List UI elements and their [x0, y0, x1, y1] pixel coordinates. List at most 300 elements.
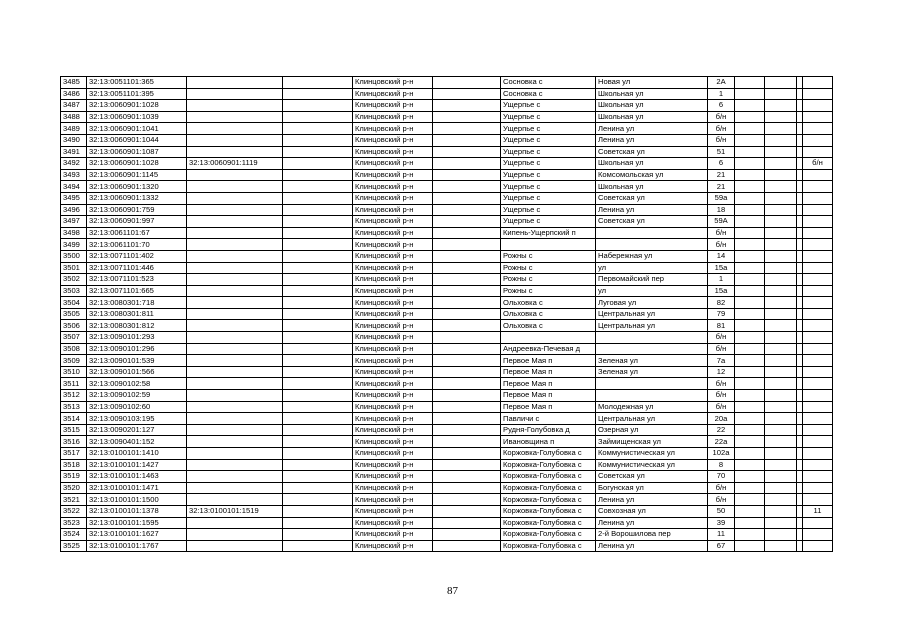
building-cell: [735, 459, 765, 471]
property-registry-table: [60, 76, 833, 552]
row-number-cell: 3503: [61, 285, 87, 297]
blank-cell: [433, 192, 501, 204]
apartment-cell: [765, 343, 797, 355]
building-cell: [735, 192, 765, 204]
previous-number-cell: [187, 181, 283, 193]
building-cell: [735, 111, 765, 123]
district-cell: Клинцовский р-н: [353, 540, 433, 552]
street-cell: [596, 343, 708, 355]
blank-cell: [283, 192, 353, 204]
cadastral-number-cell: 32:13:0060901:1028: [87, 100, 187, 112]
row-number-cell: 3493: [61, 169, 87, 181]
extra-number-cell: [803, 401, 833, 413]
house-number-cell: 22: [708, 424, 735, 436]
table-row: [61, 529, 833, 541]
blank-cell: [433, 285, 501, 297]
table-row: [61, 448, 833, 460]
table-row: [61, 482, 833, 494]
previous-number-cell: [187, 378, 283, 390]
previous-number-cell: [187, 529, 283, 541]
blank-cell: [433, 134, 501, 146]
table-row: [61, 413, 833, 425]
apartment-cell: [765, 274, 797, 286]
blank-cell: [283, 436, 353, 448]
previous-number-cell: [187, 332, 283, 344]
settlement-cell: Ущерпье с: [501, 181, 596, 193]
street-cell: Совхозная ул: [596, 505, 708, 517]
cadastral-number-cell: 32:13:0100101:1410: [87, 448, 187, 460]
previous-number-cell: [187, 250, 283, 262]
extra-number-cell: [803, 436, 833, 448]
table-row: [61, 88, 833, 100]
settlement-cell: Коржовка-Голубовка с: [501, 494, 596, 506]
table-row: [61, 262, 833, 274]
previous-number-cell: [187, 88, 283, 100]
cadastral-number-cell: 32:13:0090102:59: [87, 390, 187, 402]
apartment-cell: [765, 436, 797, 448]
house-number-cell: б/н: [708, 390, 735, 402]
previous-number-cell: [187, 459, 283, 471]
apartment-cell: [765, 332, 797, 344]
blank-cell: [433, 378, 501, 390]
cadastral-number-cell: 32:13:0071101:665: [87, 285, 187, 297]
cadastral-number-cell: 32:13:0090401:152: [87, 436, 187, 448]
cadastral-number-cell: 32:13:0080301:811: [87, 308, 187, 320]
house-number-cell: 2А: [708, 77, 735, 89]
street-cell: Богунская ул: [596, 482, 708, 494]
blank-cell: [283, 355, 353, 367]
street-cell: Советская ул: [596, 192, 708, 204]
table-row: [61, 390, 833, 402]
settlement-cell: Сосновка с: [501, 77, 596, 89]
apartment-cell: [765, 459, 797, 471]
blank-cell: [283, 505, 353, 517]
row-number-cell: 3511: [61, 378, 87, 390]
cadastral-number-cell: 32:13:0060901:1041: [87, 123, 187, 135]
settlement-cell: Коржовка-Голубовка с: [501, 540, 596, 552]
table-row: [61, 285, 833, 297]
cadastral-number-cell: 32:13:0061101:70: [87, 239, 187, 251]
street-cell: Советская ул: [596, 471, 708, 483]
settlement-cell: Ивановщина п: [501, 436, 596, 448]
street-cell: Ленина ул: [596, 494, 708, 506]
previous-number-cell: [187, 448, 283, 460]
house-number-cell: 6: [708, 158, 735, 170]
blank-cell: [283, 459, 353, 471]
settlement-cell: Ущерпье с: [501, 111, 596, 123]
cadastral-number-cell: 32:13:0060901:759: [87, 204, 187, 216]
extra-number-cell: [803, 192, 833, 204]
settlement-cell: Коржовка-Голубовка с: [501, 482, 596, 494]
house-number-cell: б/н: [708, 401, 735, 413]
street-cell: Ленина ул: [596, 204, 708, 216]
apartment-cell: [765, 355, 797, 367]
row-number-cell: 3518: [61, 459, 87, 471]
building-cell: [735, 366, 765, 378]
table-row: [61, 459, 833, 471]
table-row: [61, 169, 833, 181]
extra-number-cell: [803, 227, 833, 239]
building-cell: [735, 505, 765, 517]
street-cell: [596, 390, 708, 402]
blank-cell: [283, 401, 353, 413]
table-row: [61, 366, 833, 378]
apartment-cell: [765, 227, 797, 239]
blank-cell: [283, 390, 353, 402]
district-cell: Клинцовский р-н: [353, 239, 433, 251]
table-row: [61, 378, 833, 390]
blank-cell: [433, 181, 501, 193]
district-cell: Клинцовский р-н: [353, 123, 433, 135]
district-cell: Клинцовский р-н: [353, 134, 433, 146]
row-number-cell: 3512: [61, 390, 87, 402]
cadastral-number-cell: 32:13:0090101:566: [87, 366, 187, 378]
blank-cell: [433, 343, 501, 355]
table-row: [61, 308, 833, 320]
settlement-cell: Первое Мая п: [501, 390, 596, 402]
cadastral-number-cell: 32:13:0100101:1463: [87, 471, 187, 483]
previous-number-cell: [187, 424, 283, 436]
district-cell: Клинцовский р-н: [353, 227, 433, 239]
district-cell: Клинцовский р-н: [353, 436, 433, 448]
district-cell: Клинцовский р-н: [353, 320, 433, 332]
cadastral-number-cell: 32:13:0100101:1427: [87, 459, 187, 471]
blank-cell: [283, 262, 353, 274]
row-number-cell: 3498: [61, 227, 87, 239]
row-number-cell: 3513: [61, 401, 87, 413]
district-cell: Клинцовский р-н: [353, 262, 433, 274]
apartment-cell: [765, 320, 797, 332]
previous-number-cell: [187, 308, 283, 320]
apartment-cell: [765, 204, 797, 216]
building-cell: [735, 448, 765, 460]
table-row: [61, 227, 833, 239]
row-number-cell: 3517: [61, 448, 87, 460]
house-number-cell: 59А: [708, 216, 735, 228]
cadastral-number-cell: 32:13:0090101:293: [87, 332, 187, 344]
apartment-cell: [765, 401, 797, 413]
settlement-cell: Сосновка с: [501, 88, 596, 100]
row-number-cell: 3492: [61, 158, 87, 170]
blank-cell: [433, 401, 501, 413]
extra-number-cell: [803, 216, 833, 228]
building-cell: [735, 378, 765, 390]
apartment-cell: [765, 192, 797, 204]
blank-cell: [433, 320, 501, 332]
street-cell: Ленина ул: [596, 540, 708, 552]
blank-cell: [433, 297, 501, 309]
previous-number-cell: [187, 111, 283, 123]
district-cell: Клинцовский р-н: [353, 158, 433, 170]
extra-number-cell: [803, 390, 833, 402]
settlement-cell: Ущерпье с: [501, 134, 596, 146]
blank-cell: [433, 308, 501, 320]
table-row: [61, 343, 833, 355]
extra-number-cell: [803, 529, 833, 541]
apartment-cell: [765, 413, 797, 425]
house-number-cell: 11: [708, 529, 735, 541]
row-number-cell: 3496: [61, 204, 87, 216]
blank-cell: [283, 517, 353, 529]
cadastral-number-cell: 32:13:0090103:195: [87, 413, 187, 425]
street-cell: [596, 332, 708, 344]
district-cell: Клинцовский р-н: [353, 401, 433, 413]
street-cell: Советская ул: [596, 146, 708, 158]
house-number-cell: 79: [708, 308, 735, 320]
row-number-cell: 3502: [61, 274, 87, 286]
house-number-cell: 7а: [708, 355, 735, 367]
building-cell: [735, 227, 765, 239]
blank-cell: [283, 285, 353, 297]
apartment-cell: [765, 262, 797, 274]
house-number-cell: 102а: [708, 448, 735, 460]
street-cell: Коммунистическая ул: [596, 459, 708, 471]
previous-number-cell: [187, 413, 283, 425]
settlement-cell: Коржовка-Голубовка с: [501, 448, 596, 460]
street-cell: Первомайский пер: [596, 274, 708, 286]
blank-cell: [283, 169, 353, 181]
table-row: [61, 332, 833, 344]
district-cell: Клинцовский р-н: [353, 204, 433, 216]
apartment-cell: [765, 88, 797, 100]
blank-cell: [283, 111, 353, 123]
row-number-cell: 3519: [61, 471, 87, 483]
page-number: 87: [447, 585, 458, 597]
settlement-cell: Ущерпье с: [501, 192, 596, 204]
row-number-cell: 3507: [61, 332, 87, 344]
building-cell: [735, 262, 765, 274]
settlement-cell: Первое Мая п: [501, 355, 596, 367]
extra-number-cell: [803, 77, 833, 89]
previous-number-cell: [187, 192, 283, 204]
blank-cell: [433, 123, 501, 135]
blank-cell: [283, 134, 353, 146]
row-number-cell: 3486: [61, 88, 87, 100]
street-cell: Школьная ул: [596, 158, 708, 170]
blank-cell: [283, 123, 353, 135]
cadastral-number-cell: 32:13:0100101:1627: [87, 529, 187, 541]
house-number-cell: 1: [708, 274, 735, 286]
apartment-cell: [765, 471, 797, 483]
cadastral-number-cell: 32:13:0090101:539: [87, 355, 187, 367]
building-cell: [735, 100, 765, 112]
extra-number-cell: [803, 378, 833, 390]
settlement-cell: Коржовка-Голубовка с: [501, 459, 596, 471]
house-number-cell: 14: [708, 250, 735, 262]
previous-number-cell: [187, 320, 283, 332]
blank-cell: [433, 355, 501, 367]
row-number-cell: 3521: [61, 494, 87, 506]
building-cell: [735, 471, 765, 483]
blank-cell: [283, 227, 353, 239]
blank-cell: [433, 250, 501, 262]
previous-number-cell: [187, 366, 283, 378]
building-cell: [735, 529, 765, 541]
apartment-cell: [765, 505, 797, 517]
previous-number-cell: [187, 239, 283, 251]
blank-cell: [433, 471, 501, 483]
district-cell: Клинцовский р-н: [353, 343, 433, 355]
blank-cell: [433, 459, 501, 471]
house-number-cell: 20а: [708, 413, 735, 425]
apartment-cell: [765, 250, 797, 262]
apartment-cell: [765, 169, 797, 181]
previous-number-cell: [187, 390, 283, 402]
extra-number-cell: [803, 88, 833, 100]
apartment-cell: [765, 482, 797, 494]
district-cell: Клинцовский р-н: [353, 390, 433, 402]
row-number-cell: 3504: [61, 297, 87, 309]
previous-number-cell: [187, 169, 283, 181]
district-cell: Клинцовский р-н: [353, 494, 433, 506]
street-cell: Зеленая ул: [596, 355, 708, 367]
apartment-cell: [765, 378, 797, 390]
street-cell: Ленина ул: [596, 123, 708, 135]
row-number-cell: 3514: [61, 413, 87, 425]
cadastral-number-cell: 32:13:0071101:523: [87, 274, 187, 286]
district-cell: Клинцовский р-н: [353, 285, 433, 297]
table-row: [61, 540, 833, 552]
district-cell: Клинцовский р-н: [353, 471, 433, 483]
street-cell: Комсомольская ул: [596, 169, 708, 181]
settlement-cell: Ущерпье с: [501, 204, 596, 216]
cadastral-number-cell: 32:13:0090102:60: [87, 401, 187, 413]
cadastral-number-cell: 32:13:0060901:1145: [87, 169, 187, 181]
apartment-cell: [765, 540, 797, 552]
extra-number-cell: [803, 343, 833, 355]
settlement-cell: Первое Мая п: [501, 366, 596, 378]
blank-cell: [433, 436, 501, 448]
apartment-cell: [765, 111, 797, 123]
street-cell: Школьная ул: [596, 181, 708, 193]
blank-cell: [283, 332, 353, 344]
apartment-cell: [765, 297, 797, 309]
apartment-cell: [765, 285, 797, 297]
previous-number-cell: [187, 227, 283, 239]
building-cell: [735, 436, 765, 448]
cadastral-number-cell: 32:13:0080301:812: [87, 320, 187, 332]
street-cell: ул: [596, 262, 708, 274]
row-number-cell: 3509: [61, 355, 87, 367]
table-row: [61, 158, 833, 170]
blank-cell: [283, 343, 353, 355]
table-row: [61, 181, 833, 193]
district-cell: Клинцовский р-н: [353, 378, 433, 390]
previous-number-cell: [187, 436, 283, 448]
blank-cell: [283, 482, 353, 494]
cadastral-number-cell: 32:13:0051101:365: [87, 77, 187, 89]
apartment-cell: [765, 517, 797, 529]
blank-cell: [283, 540, 353, 552]
cadastral-number-cell: 32:13:0060901:1039: [87, 111, 187, 123]
house-number-cell: 15а: [708, 285, 735, 297]
house-number-cell: 59а: [708, 192, 735, 204]
building-cell: [735, 134, 765, 146]
cadastral-number-cell: 32:13:0080301:718: [87, 297, 187, 309]
apartment-cell: [765, 529, 797, 541]
building-cell: [735, 181, 765, 193]
previous-number-cell: [187, 146, 283, 158]
previous-number-cell: [187, 100, 283, 112]
cadastral-number-cell: 32:13:0100101:1471: [87, 482, 187, 494]
settlement-cell: Ольховка с: [501, 308, 596, 320]
previous-number-cell: [187, 401, 283, 413]
blank-cell: [283, 529, 353, 541]
district-cell: Клинцовский р-н: [353, 413, 433, 425]
row-number-cell: 3499: [61, 239, 87, 251]
district-cell: Клинцовский р-н: [353, 297, 433, 309]
extra-number-cell: [803, 459, 833, 471]
blank-cell: [433, 413, 501, 425]
house-number-cell: 21: [708, 181, 735, 193]
apartment-cell: [765, 239, 797, 251]
row-number-cell: 3500: [61, 250, 87, 262]
cadastral-number-cell: 32:13:0060901:1087: [87, 146, 187, 158]
table-row: [61, 146, 833, 158]
row-number-cell: 3494: [61, 181, 87, 193]
table-row: [61, 123, 833, 135]
district-cell: Клинцовский р-н: [353, 482, 433, 494]
district-cell: Клинцовский р-н: [353, 505, 433, 517]
settlement-cell: Ущерпье с: [501, 216, 596, 228]
extra-number-cell: [803, 239, 833, 251]
blank-cell: [283, 181, 353, 193]
house-number-cell: 15а: [708, 262, 735, 274]
blank-cell: [283, 471, 353, 483]
building-cell: [735, 424, 765, 436]
district-cell: Клинцовский р-н: [353, 88, 433, 100]
row-number-cell: 3485: [61, 77, 87, 89]
blank-cell: [283, 216, 353, 228]
house-number-cell: 39: [708, 517, 735, 529]
apartment-cell: [765, 134, 797, 146]
blank-cell: [433, 77, 501, 89]
street-cell: Озерная ул: [596, 424, 708, 436]
extra-number-cell: [803, 181, 833, 193]
blank-cell: [283, 413, 353, 425]
row-number-cell: 3487: [61, 100, 87, 112]
blank-cell: [283, 366, 353, 378]
house-number-cell: б/н: [708, 239, 735, 251]
building-cell: [735, 413, 765, 425]
extra-number-cell: [803, 540, 833, 552]
street-cell: 2-й Ворошилова пер: [596, 529, 708, 541]
previous-number-cell: 32:13:0060901:1119: [187, 158, 283, 170]
street-cell: [596, 378, 708, 390]
street-cell: Молодежная ул: [596, 401, 708, 413]
blank-cell: [433, 529, 501, 541]
street-cell: Ленина ул: [596, 517, 708, 529]
previous-number-cell: [187, 123, 283, 135]
settlement-cell: Ущерпье с: [501, 158, 596, 170]
district-cell: Клинцовский р-н: [353, 100, 433, 112]
blank-cell: [433, 424, 501, 436]
cadastral-number-cell: 32:13:0060901:1028: [87, 158, 187, 170]
street-cell: Зеленая ул: [596, 366, 708, 378]
blank-cell: [433, 366, 501, 378]
extra-number-cell: [803, 482, 833, 494]
district-cell: Клинцовский р-н: [353, 146, 433, 158]
extra-number-cell: [803, 250, 833, 262]
blank-cell: [283, 204, 353, 216]
extra-number-cell: [803, 413, 833, 425]
row-number-cell: 3495: [61, 192, 87, 204]
table-row: [61, 216, 833, 228]
settlement-cell: [501, 332, 596, 344]
street-cell: Луговая ул: [596, 297, 708, 309]
cadastral-number-cell: 32:13:0071101:402: [87, 250, 187, 262]
district-cell: Клинцовский р-н: [353, 216, 433, 228]
